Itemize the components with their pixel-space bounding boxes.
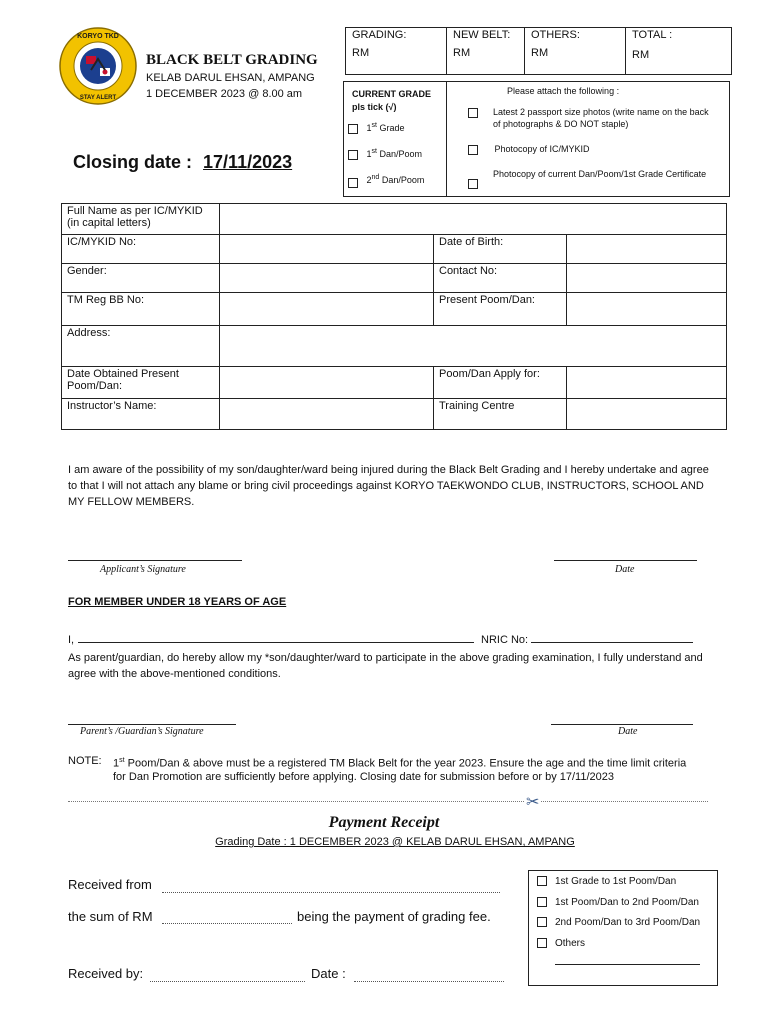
logo-top-text: KORYO TKD [77, 33, 119, 40]
grade-option-1st-grade[interactable]: 1st Grade [348, 122, 405, 134]
club-logo [58, 26, 138, 106]
closing-date-value: 17/11/2023 [203, 152, 293, 172]
receipt-date-field[interactable] [354, 969, 504, 982]
receipt-date-label: Date : [311, 966, 346, 981]
checkbox[interactable] [468, 108, 478, 118]
applicant-signature-label: Applicant’s Signature [100, 564, 186, 575]
receipt-grading-date: Grading Date : 1 DECEMBER 2023 @ KELAB DARUL EHSAN, AMPANG [215, 836, 575, 848]
grading-fee-currency: RM [352, 47, 370, 59]
declaration-text: I am aware of the possibility of my son/daughter/ward being injured during the Black Belt Grading and I hereby undertake and agree to that I will not attach any blame or bring civil proceedings against KORYO TAEKWONDO CLUB, INSTRUCTORS, SCHOOL AND MY FELLOW MEMBERS. [68, 464, 709, 508]
fee-box [345, 27, 732, 75]
cut-line [68, 801, 708, 802]
payment-text: being the payment of grading fee. [297, 909, 491, 924]
nric-label: NRIC No: [481, 634, 529, 646]
guardian-name-label: I, [68, 634, 75, 646]
total-fee-cell[interactable] [626, 28, 731, 74]
parent-date-label: Date [618, 726, 638, 737]
current-grade-title: CURRENT GRADE [352, 89, 432, 99]
tm-reg-field[interactable] [220, 293, 434, 326]
datetime-text: 1 DECEMBER 2023 @ 8.00 am [146, 88, 303, 100]
contact-label: Contact No: [434, 264, 567, 293]
checkbox[interactable] [468, 179, 478, 189]
receipt-option-1[interactable]: 1st Grade to 1st Poom/Dan [537, 876, 676, 887]
date-obtained-field[interactable] [220, 367, 434, 399]
applicant-signature-line[interactable] [68, 560, 242, 561]
checkbox[interactable] [468, 145, 478, 155]
received-from-field[interactable] [162, 880, 500, 893]
venue-text: KELAB DARUL EHSAN, AMPANG [146, 72, 315, 84]
note-line-1: 1st Poom/Dan & above must be a registered TM Black Belt for the year 2023. Ensure the age and the time limit criteria [113, 757, 687, 770]
attach-heading: Please attach the following : [507, 86, 620, 96]
new-belt-fee-cell[interactable] [447, 28, 525, 74]
note-line-2: for Dan Promotion are sufficiently before applying. Closing date for submission before or by 17/11/2023 [113, 771, 614, 783]
grade-option-1st-dan[interactable]: 1st Dan/Poom [348, 148, 422, 160]
guardian-name-field[interactable] [78, 642, 474, 643]
total-fee-label: TOTAL : [632, 29, 673, 41]
new-belt-fee-currency: RM [453, 47, 471, 59]
closing-date-label: Closing date : [73, 152, 193, 172]
applicant-date-line[interactable] [554, 560, 697, 561]
attach-item-certificate: Photocopy of current Dan/Poom/1st Grade Certificate [468, 169, 730, 179]
grade-option-2nd-dan[interactable]: 2nd Dan/Poom [348, 174, 424, 188]
training-centre-label: Training Centre [434, 399, 567, 430]
grading-fee-label: GRADING: [352, 29, 407, 41]
tm-reg-label: TM Reg BB No: [62, 293, 220, 326]
guardian-consent-text: As parent/guardian, do hereby allow my *son/daughter/ward to participate in the above grading examination, I fully understand and agree with the above-mentioned conditions. [68, 652, 703, 680]
full-name-label: Full Name as per IC/MYKID (in capital letters) [62, 204, 220, 235]
grade-attachment-box [343, 81, 730, 197]
instructor-field[interactable] [220, 399, 434, 430]
full-name-field[interactable] [220, 204, 727, 235]
logo-bottom-text: STAY ALERT [79, 95, 117, 101]
contact-field[interactable] [567, 264, 727, 293]
checkbox[interactable] [348, 124, 358, 134]
dob-field[interactable] [567, 235, 727, 264]
gender-label: Gender: [62, 264, 220, 293]
ic-label: IC/MYKID No: [62, 235, 220, 264]
present-poom-label: Present Poom/Dan: [434, 293, 567, 326]
tick-instruction: pls tick (√) [352, 102, 397, 112]
receipt-option-others[interactable]: Others [537, 938, 585, 949]
grading-fee-cell[interactable] [346, 28, 447, 74]
checkbox[interactable] [348, 178, 358, 188]
receipt-options-box [528, 870, 718, 986]
others-specify-field[interactable] [555, 964, 700, 965]
apply-for-field[interactable] [567, 367, 727, 399]
closing-date [73, 152, 292, 173]
attach-item-ic: Photocopy of IC/MYKID [468, 144, 718, 155]
received-by-label: Received by: [68, 966, 144, 981]
attach-item-photos: Latest 2 passport size photos (write name on the back of photographs & DO NOT staple) [468, 106, 718, 130]
received-by-field[interactable] [150, 969, 305, 982]
ic-field[interactable] [220, 235, 434, 264]
receipt-title: Payment Receipt [328, 814, 440, 831]
applicant-date-label: Date [615, 564, 635, 575]
apply-for-label: Poom/Dan Apply for: [434, 367, 567, 399]
address-label: Address: [62, 326, 220, 367]
date-obtained-label: Date Obtained Present Poom/Dan: [62, 367, 220, 399]
receipt-option-3[interactable]: 2nd Poom/Dan to 3rd Poom/Dan [537, 917, 700, 928]
minor-heading: FOR MEMBER UNDER 18 YEARS OF AGE [68, 596, 287, 608]
applicant-form-table [61, 203, 727, 430]
total-fee-currency: RM [632, 49, 650, 61]
new-belt-fee-label: NEW BELT: [453, 29, 511, 41]
gender-field[interactable] [220, 264, 434, 293]
instructor-label: Instructor’s Name: [62, 399, 220, 430]
checkbox[interactable] [348, 150, 358, 160]
others-fee-label: OTHERS: [531, 29, 580, 41]
sum-label: the sum of RM [68, 909, 153, 924]
parent-signature-line[interactable] [68, 724, 236, 725]
training-centre-field[interactable] [567, 399, 727, 430]
checkbox[interactable] [537, 938, 547, 948]
checkbox[interactable] [537, 897, 547, 907]
scissors-icon: ✂ [526, 794, 540, 811]
others-fee-cell[interactable] [525, 28, 626, 74]
page-title: BLACK BELT GRADING [146, 52, 318, 68]
checkbox[interactable] [537, 876, 547, 886]
checkbox[interactable] [537, 917, 547, 927]
parent-signature-label: Parent’s /Guardian’s Signature [80, 726, 204, 737]
address-field[interactable] [220, 326, 727, 367]
present-poom-field[interactable] [567, 293, 727, 326]
received-from-label: Received from [68, 877, 152, 892]
receipt-option-2[interactable]: 1st Poom/Dan to 2nd Poom/Dan [537, 897, 699, 908]
sum-field[interactable] [162, 911, 292, 924]
others-fee-currency: RM [531, 47, 549, 59]
dob-label: Date of Birth: [434, 235, 567, 264]
parent-date-line[interactable] [551, 724, 693, 725]
note-label: NOTE: [68, 755, 102, 767]
nric-field[interactable] [531, 642, 693, 643]
